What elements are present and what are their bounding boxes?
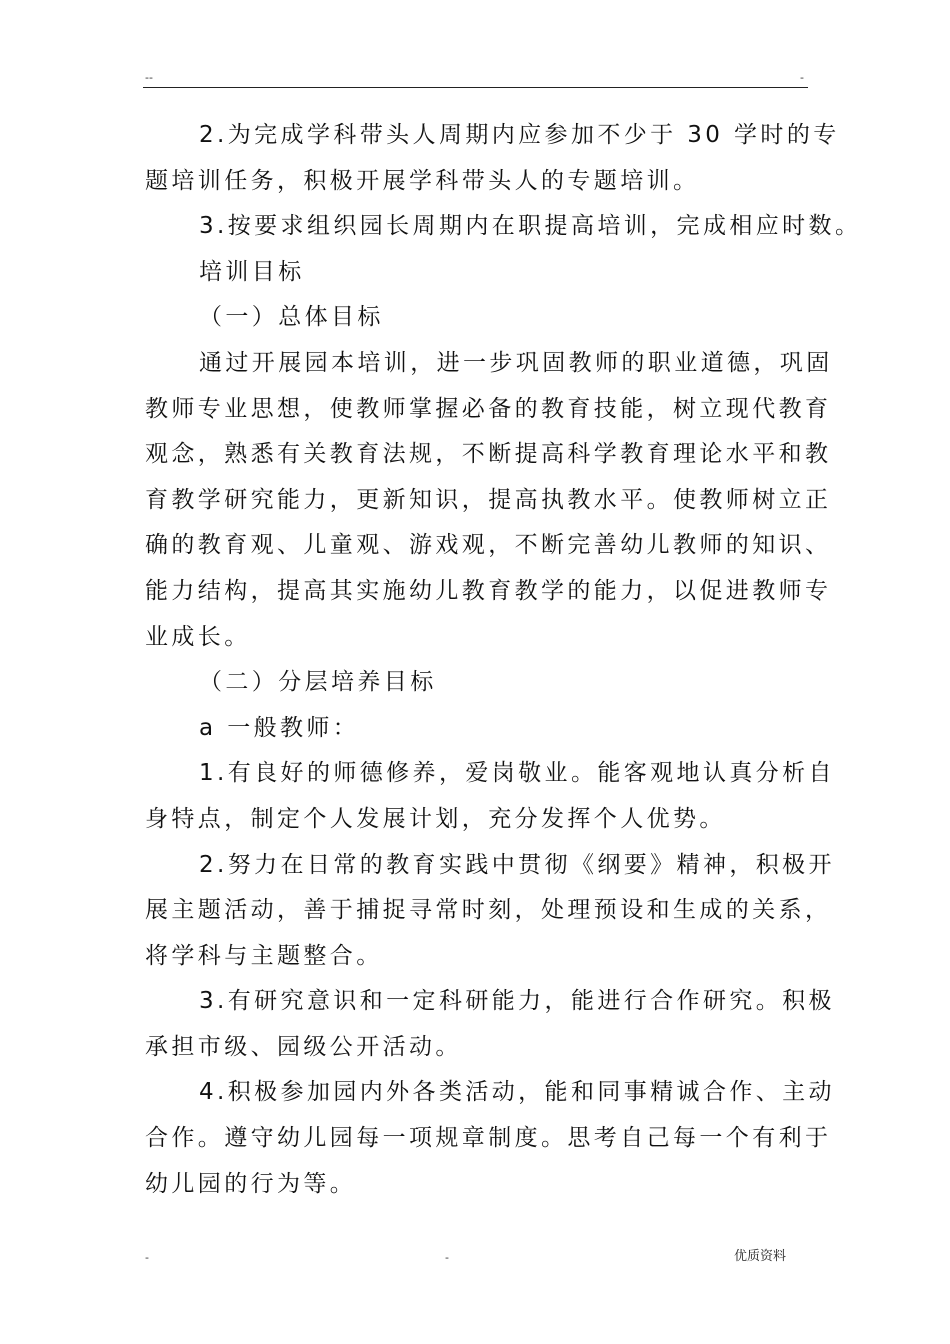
header-left-mark: -- bbox=[145, 71, 153, 84]
text-line: 将学科与主题整合。 bbox=[145, 942, 383, 969]
text-line: 3.按要求组织园长周期内在职提高培训，完成相应时数。 bbox=[199, 213, 862, 240]
text-line: 4.积极参加园内外各类活动，能和同事精诚合作、主动 bbox=[199, 1079, 835, 1106]
text-line: 教师专业思想，使教师掌握必备的教育技能，树立现代教育 bbox=[145, 395, 832, 422]
text-line: 确的教育观、儿童观、游戏观，不断完善幼儿教师的知识、 bbox=[145, 532, 832, 559]
text-line: 观念，熟悉有关教育法规，不断提高科学教育理论水平和教 bbox=[145, 441, 832, 468]
header-rule bbox=[143, 87, 808, 88]
text-line: 培训目标 bbox=[199, 258, 305, 285]
text-line: 幼儿园的行为等。 bbox=[145, 1170, 357, 1197]
text-line: 能力结构，提高其实施幼儿教育教学的能力，以促进教师专 bbox=[145, 577, 832, 604]
text-line: 身特点，制定个人发展计划，充分发挥个人优势。 bbox=[145, 805, 726, 832]
text-line: 合作。遵守幼儿园每一项规章制度。思考自己每一个有利于 bbox=[145, 1125, 832, 1152]
text-line: 展主题活动，善于捕捉寻常时刻，处理预设和生成的关系， bbox=[145, 897, 832, 924]
text-line: a 一般教师： bbox=[199, 714, 360, 741]
text-line: （一）总体目标 bbox=[199, 304, 384, 331]
text-line: 2.努力在日常的教育实践中贯彻《纲要》精神，积极开 bbox=[199, 851, 835, 878]
footer-middle-mark: - bbox=[445, 1251, 449, 1264]
text-line: 承担市级、园级公开活动。 bbox=[145, 1033, 462, 1060]
footer-watermark-text: 优质资料 bbox=[734, 1249, 787, 1264]
text-line: （二）分层培养目标 bbox=[199, 669, 437, 696]
document-body bbox=[145, 113, 862, 1207]
text-line: 3.有研究意识和一定科研能力，能进行合作研究。积极 bbox=[199, 988, 835, 1015]
text-line: 题培训任务，积极开展学科带头人的专题培训。 bbox=[145, 167, 700, 194]
footer-left-mark: - bbox=[145, 1251, 149, 1264]
text-line: 通过开展园本培训，进一步巩固教师的职业道德，巩固 bbox=[199, 349, 833, 376]
text-line: 1.有良好的师德修养，爱岗敬业。能客观地认真分析自 bbox=[199, 760, 835, 787]
text-line: 育教学研究能力，更新知识，提高执教水平。使教师树立正 bbox=[145, 486, 832, 513]
text-line: 业成长。 bbox=[145, 623, 251, 650]
text-line: 2.为完成学科带头人周期内应参加不少于 30 学时的专 bbox=[199, 122, 840, 148]
header-right-mark: - bbox=[800, 71, 804, 84]
